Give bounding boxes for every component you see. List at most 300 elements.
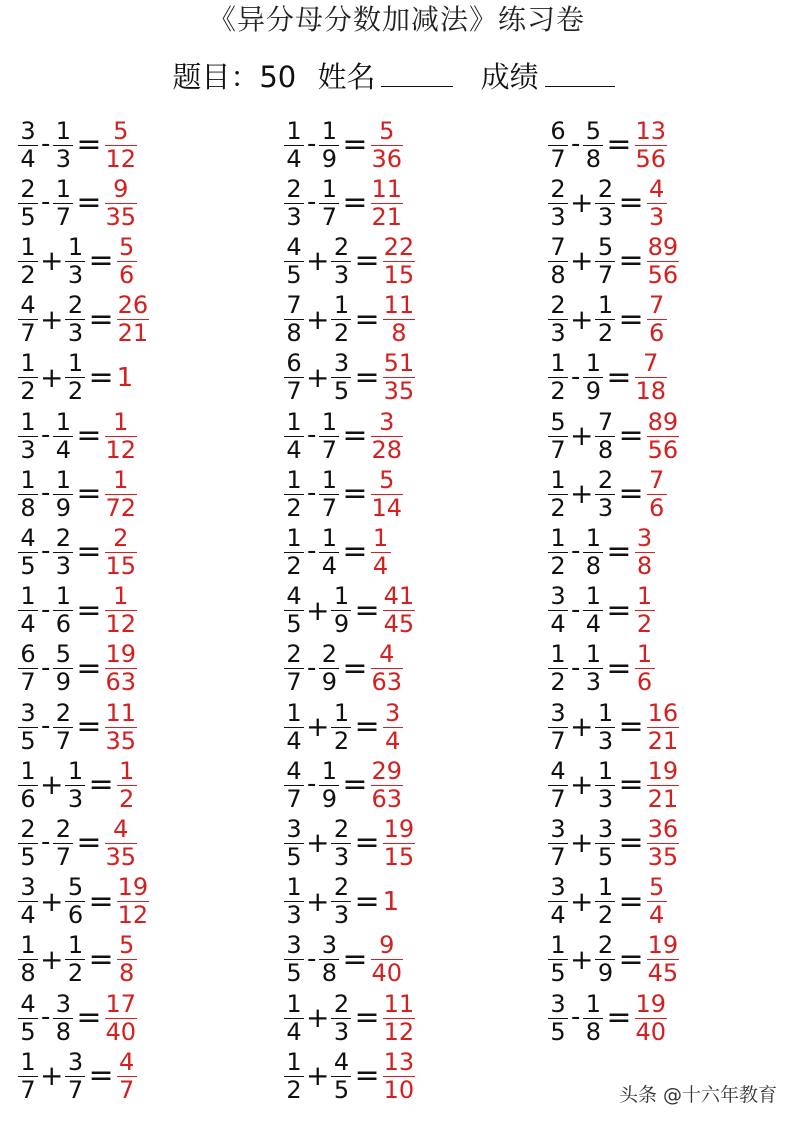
equals-sign: =: [76, 185, 102, 221]
operand-fraction-2: [595, 933, 615, 986]
numerator: 1: [20, 465, 36, 494]
denominator: 3: [585, 668, 602, 697]
numerator: 1: [20, 582, 36, 611]
equals-sign: =: [354, 825, 380, 861]
operand-fraction-1: [18, 1047, 38, 1104]
denominator: 8: [585, 144, 602, 173]
answer-fraction: [117, 875, 150, 928]
numerator: 16: [647, 698, 679, 727]
denominator: 5: [333, 377, 350, 406]
denominator: 18: [635, 377, 667, 406]
equals-sign: =: [76, 1000, 102, 1035]
name-label: 姓名: [317, 60, 376, 94]
operand-fraction-1: [18, 407, 38, 464]
numerator: 1: [20, 1047, 36, 1076]
numerator: 1: [597, 756, 614, 785]
equation-row: [18, 991, 137, 1045]
operand-fraction-1: [284, 933, 304, 986]
operand-fraction-2: [583, 351, 603, 404]
equation-row: [18, 933, 137, 987]
numerator: 2: [550, 174, 566, 203]
answer-fraction: [105, 523, 138, 580]
operand-fraction-1: [548, 814, 568, 871]
denominator: 14: [371, 493, 403, 522]
denominator: 6: [67, 901, 84, 930]
answer-fraction: [647, 174, 667, 231]
denominator: 8: [391, 319, 407, 348]
denominator: 7: [67, 1075, 84, 1104]
denominator: 3: [597, 784, 614, 813]
equals-sign: =: [88, 359, 114, 395]
numerator: 1: [636, 582, 653, 611]
operand-fraction-2: [65, 232, 85, 289]
equals-sign: =: [342, 476, 368, 512]
equation-row: [18, 758, 137, 812]
numerator: 36: [647, 814, 679, 843]
answer-fraction: [105, 407, 138, 464]
answer-fraction: [383, 584, 416, 637]
minus-sign: -: [41, 420, 51, 450]
numerator: 1: [333, 291, 350, 320]
operand-fraction-1: [284, 814, 304, 871]
equals-sign: =: [342, 650, 368, 686]
denominator: 8: [585, 551, 602, 580]
numerator: 1: [585, 640, 602, 669]
numerator: 7: [643, 349, 659, 378]
operand-fraction-2: [65, 875, 85, 928]
denominator: 6: [648, 319, 665, 348]
numerator: 5: [113, 116, 129, 145]
denominator: 3: [333, 901, 350, 930]
equals-sign: =: [88, 1058, 114, 1094]
numerator: 6: [20, 640, 36, 669]
answer-fraction: [383, 293, 416, 346]
equals-sign: =: [354, 243, 380, 279]
equals-sign: =: [76, 534, 102, 570]
numerator: 19: [105, 640, 137, 669]
denominator: 12: [105, 144, 137, 173]
equation-row: [18, 1049, 137, 1103]
denominator: 4: [648, 901, 665, 930]
numerator: 13: [383, 1047, 415, 1076]
denominator: 2: [550, 377, 566, 406]
denominator: 12: [105, 610, 137, 639]
operand-fraction-2: [331, 584, 351, 637]
denominator: 3: [286, 202, 302, 231]
denominator: 36: [371, 144, 403, 173]
answer-fraction: [105, 116, 138, 173]
equals-sign: =: [88, 941, 114, 977]
numerator: 41: [383, 582, 415, 611]
equals-sign: =: [606, 592, 632, 628]
numerator: 4: [20, 291, 36, 320]
numerator: 5: [597, 232, 614, 261]
plus-sign: +: [570, 884, 594, 918]
answer-fraction: [647, 814, 680, 871]
operand-fraction-2: [53, 465, 73, 522]
denominator: 10: [383, 1075, 415, 1104]
denominator: 3: [55, 551, 72, 580]
operand-fraction-1: [284, 351, 304, 404]
answer-fraction: [635, 584, 655, 637]
operand-fraction-2: [331, 232, 351, 289]
denominator: 2: [550, 668, 566, 697]
numerator: 1: [636, 640, 653, 669]
operand-fraction-1: [18, 465, 38, 522]
denominator: 7: [20, 1075, 36, 1104]
denominator: 35: [647, 842, 679, 871]
denominator: 3: [597, 726, 614, 755]
equation-row: [548, 933, 679, 987]
operand-fraction-2: [53, 698, 73, 755]
equals-sign: =: [88, 767, 114, 803]
numerator: 7: [648, 291, 665, 320]
operand-fraction-1: [284, 523, 304, 580]
equals-sign: =: [76, 476, 102, 512]
denominator: 2: [67, 959, 84, 988]
minus-sign: -: [307, 478, 317, 509]
denominator: 3: [67, 260, 84, 289]
numerator: 3: [67, 1047, 84, 1076]
denominator: 21: [647, 726, 679, 755]
numerator: 5: [118, 232, 135, 261]
operand-fraction-2: [53, 814, 73, 871]
answer-fraction: [635, 642, 655, 695]
denominator: 9: [321, 668, 338, 697]
numerator: 3: [20, 698, 36, 727]
numerator: 1: [113, 465, 129, 494]
numerator: 3: [550, 873, 566, 902]
name-blank: [381, 80, 453, 87]
operand-fraction-1: [18, 756, 38, 813]
plus-sign: +: [40, 768, 64, 802]
denominator: 8: [321, 959, 338, 988]
denominator: 21: [647, 784, 679, 813]
plus-sign: +: [306, 302, 330, 336]
numerator: 4: [20, 523, 36, 552]
denominator: 3: [67, 784, 84, 813]
answer-fraction: [383, 351, 416, 404]
equation-row: [18, 234, 137, 288]
equation-row: [284, 642, 403, 696]
answer-fraction: [117, 756, 137, 813]
numerator: 7: [597, 407, 614, 436]
plus-sign: +: [306, 593, 330, 627]
denominator: 3: [648, 202, 665, 231]
denominator: 6: [118, 260, 135, 289]
minus-sign: -: [41, 536, 51, 567]
numerator: 3: [286, 931, 302, 960]
equation-row: [284, 758, 403, 812]
denominator: 7: [550, 435, 566, 464]
operand-fraction-1: [18, 232, 38, 289]
equation-row: [284, 409, 403, 463]
equals-sign: =: [76, 709, 102, 744]
answer-fraction: [635, 116, 668, 173]
numerator: 1: [286, 523, 302, 552]
numerator: 1: [585, 582, 602, 611]
denominator: 4: [585, 610, 602, 639]
plus-sign: +: [40, 1059, 64, 1093]
answer-fraction: [647, 293, 667, 346]
operand-fraction-2: [595, 875, 615, 928]
equals-sign: =: [618, 301, 644, 337]
numerator: 3: [20, 873, 36, 902]
denominator: 8: [636, 551, 653, 580]
numerator: 1: [20, 407, 36, 436]
operand-fraction-2: [331, 989, 351, 1046]
denominator: 2: [286, 493, 302, 522]
denominator: 4: [321, 551, 338, 580]
equation-row: [18, 293, 149, 347]
denominator: 40: [371, 959, 403, 988]
equals-sign: =: [606, 359, 632, 395]
denominator: 8: [550, 260, 566, 289]
equals-sign: =: [354, 1000, 380, 1035]
operand-fraction-1: [18, 351, 38, 404]
denominator: 7: [550, 842, 566, 871]
minus-sign: -: [41, 594, 51, 625]
equals-sign: =: [618, 709, 644, 744]
operand-fraction-1: [284, 465, 304, 522]
plus-sign: +: [306, 244, 330, 278]
operand-fraction-2: [595, 814, 615, 871]
equation-row: [18, 525, 137, 579]
denominator: 63: [371, 668, 403, 697]
numerator: 6: [550, 116, 566, 145]
numerator: 1: [333, 698, 350, 727]
denominator: 35: [383, 377, 415, 406]
equation-row: [284, 467, 403, 521]
numerator: 1: [321, 407, 338, 436]
operand-fraction-2: [331, 698, 351, 755]
minus-sign: -: [41, 129, 51, 159]
equals-sign: =: [342, 767, 368, 803]
numerator: 1: [597, 698, 614, 727]
operand-fraction-2: [595, 293, 615, 346]
watermark: 头条 @十六年教育: [618, 1084, 777, 1106]
answer-fraction: [647, 698, 680, 755]
operand-fraction-2: [65, 1047, 85, 1104]
operand-fraction-1: [284, 584, 304, 637]
operand-fraction-1: [548, 875, 568, 928]
numerator: 1: [550, 931, 566, 960]
operand-fraction-1: [548, 407, 568, 464]
numerator: 3: [597, 814, 614, 843]
plus-sign: +: [40, 884, 64, 918]
equals-sign: =: [618, 941, 644, 977]
plus-sign: +: [40, 360, 64, 394]
numerator: 1: [286, 407, 302, 436]
plus-sign: +: [570, 710, 594, 743]
equation-row: [284, 816, 415, 870]
numerator: 1: [333, 582, 350, 611]
equals-sign: =: [354, 592, 380, 628]
denominator: 72: [105, 493, 137, 522]
operand-fraction-2: [331, 1047, 351, 1104]
operand-fraction-2: [331, 814, 351, 871]
operand-fraction-2: [65, 351, 85, 404]
operand-fraction-2: [53, 989, 73, 1046]
operand-fraction-1: [18, 989, 38, 1046]
minus-sign: -: [41, 1002, 51, 1032]
numerator: 2: [55, 698, 72, 727]
operand-fraction-1: [548, 698, 568, 755]
numerator: 4: [20, 989, 36, 1018]
denominator: 40: [635, 1017, 667, 1046]
numerator: 3: [55, 989, 72, 1018]
denominator: 4: [20, 144, 36, 173]
answer-fraction: [117, 1047, 137, 1104]
denominator: 2: [20, 260, 36, 289]
numerator: 1: [321, 756, 338, 785]
denominator: 12: [383, 1017, 415, 1046]
numerator: 2: [20, 814, 36, 843]
numerator: 1: [286, 116, 302, 145]
plus-sign: +: [306, 360, 330, 394]
numerator: 2: [286, 640, 302, 669]
operand-fraction-1: [548, 174, 568, 231]
equals-sign: =: [342, 185, 368, 221]
numerator: 1: [321, 116, 338, 145]
denominator: 56: [647, 260, 679, 289]
equation-row: [548, 467, 667, 521]
denominator: 28: [371, 435, 403, 464]
equation-row: [18, 875, 149, 929]
equals-sign: =: [618, 767, 644, 803]
denominator: 8: [55, 1017, 72, 1046]
plus-sign: +: [306, 1059, 330, 1093]
equals-sign: =: [354, 883, 380, 919]
denominator: 35: [105, 726, 137, 755]
answer-fraction: [371, 407, 404, 464]
numerator: 19: [635, 989, 667, 1018]
denominator: 9: [55, 668, 72, 697]
name-field: [317, 60, 459, 94]
plus-sign: +: [570, 302, 594, 336]
operand-fraction-2: [319, 407, 339, 464]
numerator: 1: [20, 756, 36, 785]
denominator: 5: [333, 1075, 350, 1104]
denominator: 2: [286, 551, 302, 580]
plus-sign: +: [306, 826, 330, 860]
operand-fraction-1: [18, 698, 38, 755]
equals-sign: =: [76, 592, 102, 628]
numerator: 2: [597, 931, 614, 960]
numerator: 1: [550, 523, 566, 552]
operand-fraction-2: [65, 756, 85, 813]
denominator: 56: [647, 435, 679, 464]
operand-fraction-2: [319, 174, 339, 231]
operand-fraction-2: [583, 989, 603, 1046]
answer-fraction: [371, 933, 404, 986]
denominator: 3: [597, 493, 614, 522]
minus-sign: -: [41, 652, 51, 683]
equals-sign: =: [88, 883, 114, 919]
numerator: 9: [113, 174, 129, 203]
operand-fraction-2: [65, 933, 85, 986]
denominator: 3: [67, 319, 84, 348]
equation-row: [548, 758, 679, 812]
operand-fraction-1: [548, 756, 568, 813]
equation-row: [18, 118, 137, 172]
answer-fraction: [635, 523, 655, 580]
equals-sign: =: [618, 883, 644, 919]
numerator: 2: [333, 232, 350, 261]
minus-sign: -: [41, 187, 51, 218]
equals-sign: =: [618, 243, 644, 279]
answer-fraction: [371, 116, 404, 173]
numerator: 1: [113, 407, 129, 436]
denominator: 21: [371, 202, 403, 231]
equation-row: [548, 816, 679, 870]
equation-row: [284, 118, 403, 172]
denominator: 9: [585, 377, 602, 406]
operand-fraction-1: [284, 642, 304, 695]
equation-row: [284, 700, 403, 754]
denominator: 6: [20, 784, 36, 813]
numerator: 13: [635, 116, 667, 145]
denominator: 7: [55, 842, 72, 871]
operand-fraction-2: [595, 698, 615, 755]
numerator: 17: [105, 989, 137, 1018]
operand-fraction-1: [284, 1047, 304, 1104]
operand-fraction-1: [18, 875, 38, 928]
numerator: 2: [333, 989, 350, 1018]
answer-fraction: [647, 756, 680, 813]
minus-sign: -: [307, 187, 317, 218]
equation-row: [548, 176, 667, 230]
numerator: 3: [321, 931, 338, 960]
denominator: 8: [20, 959, 36, 988]
denominator: 5: [20, 1017, 36, 1046]
equals-sign: =: [342, 534, 368, 570]
denominator: 15: [383, 260, 415, 289]
answer-fraction: [105, 814, 138, 871]
numerator: 9: [379, 931, 395, 960]
operand-fraction-2: [583, 642, 603, 695]
operand-fraction-1: [18, 584, 38, 637]
equation-row: [18, 351, 133, 405]
equation-row: [284, 351, 415, 405]
equals-sign: =: [342, 941, 368, 977]
denominator: 7: [20, 668, 36, 697]
answer-fraction: [371, 523, 391, 580]
minus-sign: -: [307, 769, 317, 800]
numerator: 5: [648, 873, 665, 902]
operand-fraction-2: [53, 407, 73, 464]
minus-sign: -: [571, 652, 581, 683]
numerator: 1: [286, 698, 302, 727]
denominator: 5: [286, 959, 302, 988]
numerator: 1: [585, 349, 602, 378]
equals-sign: =: [76, 650, 102, 686]
denominator: 2: [333, 319, 350, 348]
equals-sign: =: [354, 709, 380, 744]
operand-fraction-2: [331, 293, 351, 346]
operand-fraction-2: [319, 933, 339, 986]
numerator: 1: [372, 523, 389, 552]
denominator: 8: [585, 1017, 602, 1046]
minus-sign: -: [307, 536, 317, 567]
equation-row: [284, 234, 415, 288]
denominator: 35: [105, 202, 137, 231]
minus-sign: -: [307, 943, 317, 974]
operand-fraction-2: [53, 116, 73, 173]
denominator: 3: [55, 144, 72, 173]
denominator: 4: [550, 901, 566, 930]
answer-fraction: [117, 293, 150, 346]
